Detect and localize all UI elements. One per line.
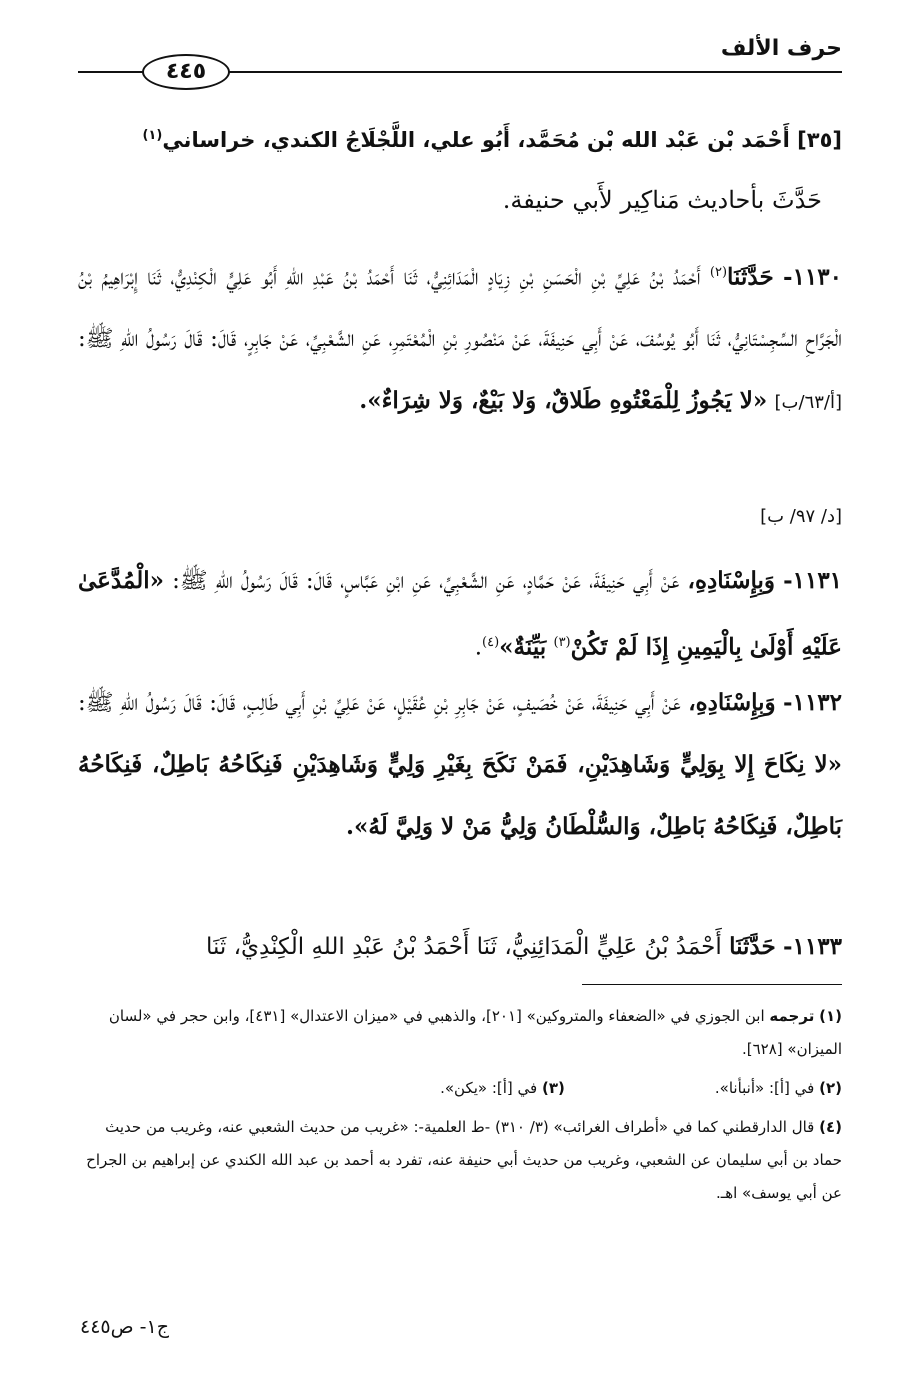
hadith-number: ١١٣٣- <box>783 933 842 960</box>
hadith-end: . <box>474 634 483 661</box>
footnote-marker-4[interactable]: (٤) <box>482 635 500 650</box>
entry-heading <box>62 116 842 160</box>
footnote-number: (٣) <box>542 1079 565 1097</box>
entry-intro: حَدَّثَ بأحاديث مَناكِير لأَبي حنيفة. <box>502 186 822 214</box>
hadith-matn-part1: «الْمُدَّعَىٰ عَلَيْهِ أَوْلَىٰ بِالْيَمِينِ إِذَا لَمْ تَكُنْ <box>78 567 842 661</box>
footnote-4 <box>78 1111 842 1210</box>
hadith-matn: «لا نِكَاحَ إِلا بِوَلِيٍّ وَشَاهِدَيْنِ، فَمَنْ نَكَحَ بِغَيْرِ وَلِيٍّ وَشَاهِدَيْنِ فَنِكَاحُهُ بَاطِلٌ، فَنِكَاحُهُ بَاطِلٌ، فَنِكَاحُهُ بَاطِلٌ، وَالسُّلْطَانُ وَلِيُّ مَنْ لا وَلِيَّ لَهُ». <box>78 751 842 840</box>
footnote-number: (٤) <box>819 1118 842 1136</box>
footnote-text: في [أ]: «يكن». <box>440 1079 538 1097</box>
footnotes <box>78 1000 842 1216</box>
footnote-marker-3[interactable]: (٣) <box>553 635 571 650</box>
volume-page-footer: ج١- ص٤٤٥ <box>80 1316 169 1338</box>
hadith-lead: حَدَّثَنَا <box>729 933 776 960</box>
manuscript-folio-ref: [د/ ٩٧/ ب] <box>760 506 842 527</box>
hadith-1132 <box>78 672 842 858</box>
footnote-marker-2[interactable]: (٢) <box>709 265 728 280</box>
hadith-isnad: أَحْمَدُ بْنُ عَلِيٍّ الْمَدَائِنِيُّ، ثَنَا أَحْمَدُ بْنُ عَبْدِ اللهِ الْكِنْدِيُّ، ثَنَا <box>205 934 722 960</box>
entry-heading-text: [٣٥] أَحْمَد بْن عَبْد الله بْن مُحَمَّد، أَبُو علي، اللَّجْلَاجُ الكندي، خراساني <box>162 128 842 152</box>
manuscript-ref: [أ/٦٣/ب] <box>774 391 842 413</box>
footnote-text: قال الدارقطني كما في «أطراف الغرائب» (٣/ ٣١٠) -ط العلمية-: «غريب من حديث الشعبي عنه، وغريب من حديث حماد بن أبي سليمان عن الشعبي، وغريب من حديث أبي حنيفة عنه، تفرد به أحمد بن عبد الله الكندي عن إبراهيم بن الجراح عن أبي يوسف» اهـ. <box>86 1118 842 1202</box>
footnote-1 <box>78 1000 842 1066</box>
hadith-isnad: عَنْ أَبِي حَنِيفَةَ، عَنْ خُصَيفٍ، عَنْ جَابِرِ بْنِ عُقَيْلٍ، عَنْ عَلِيِّ بْنِ أَبِي طَالِبٍ، قَالَ: قَالَ رَسُولُ اللهِ ﷺ: <box>78 690 681 716</box>
footnote-lead: ترجمه <box>769 1007 815 1025</box>
hadith-lead: وَبِإِسْنَادِهِ، <box>688 689 776 716</box>
hadith-number: ١١٣٠- <box>783 263 842 291</box>
section-title: حرف الألف <box>720 36 842 61</box>
footnote-number: (٢) <box>819 1079 842 1097</box>
hadith-1130 <box>78 242 842 433</box>
footnote-rule <box>582 984 842 985</box>
hadith-isnad: عَنْ أَبِي حَنِيفَةَ، عَنْ حَمَّادٍ، عَنِ الشَّعْبِيِّ، عَنِ ابْنِ عَبَّاسٍ، قَالَ: قَالَ رَسُولُ اللهِ ﷺ: <box>172 568 680 594</box>
hadith-number: ١١٣٢- <box>783 689 843 716</box>
footnote-marker-1[interactable]: (١) <box>142 128 163 143</box>
footnote-text: في [أ]: «أنبأنا». <box>714 1079 815 1097</box>
footnote-2 <box>715 1072 842 1105</box>
footnotes-2-3 <box>78 1072 842 1105</box>
hadith-lead: وَبِإِسْنَادِهِ، <box>687 567 775 594</box>
hadith-matn: «لا يَجُوزُ لِلْمَعْتُوهِ طَلاقٌ، وَلا بَيْعٌ، وَلا شِرَاءٌ». <box>359 386 768 414</box>
page-number-oval: ٤٤٥ <box>142 54 230 90</box>
hadith-isnad: أَحْمَدُ بْنُ عَلِيِّ بْنِ الْحَسَنِ بْنِ زِيَادٍ الْمَدَائِنِيُّ، ثَنَا أَحْمَدُ بْنُ عَبْدِ اللهِ أَبُو عَلِيٍّ الْكِنْدِيُّ، ثَنَا إِبْرَاهِيمُ بْنُ الْجَرَّاحِ السِّجِسْتَانِيُّ، ثَنَا أَبُو يُوسُفَ، عَنْ أَبِي حَنِيفَةَ، عَنْ مَنْصُورِ بْنِ الْمُعْتَمِرِ، عَنِ الشَّعْبِيِّ، عَنْ جَابِرٍ، قَالَ: قَالَ رَسُولُ اللهِ ﷺ: <box>78 264 842 352</box>
footnote-3 <box>440 1072 565 1105</box>
hadith-matn-part2: بَيِّنَةٌ» <box>499 633 547 661</box>
footnote-text: ابن الجوزي في «الضعفاء والمتروكين» [٢٠١]، والذهبي في «ميزان الاعتدال» [٤٣١]، وابن حجر في «لسان الميزان» [٦٢٨]. <box>108 1007 842 1058</box>
hadith-lead: حَدَّثَنَا <box>727 263 774 291</box>
hadith-1131 <box>78 550 842 679</box>
hadith-1133 <box>78 916 842 978</box>
footnote-number: (١) <box>819 1007 842 1025</box>
hadith-number: ١١٣١- <box>783 567 843 594</box>
